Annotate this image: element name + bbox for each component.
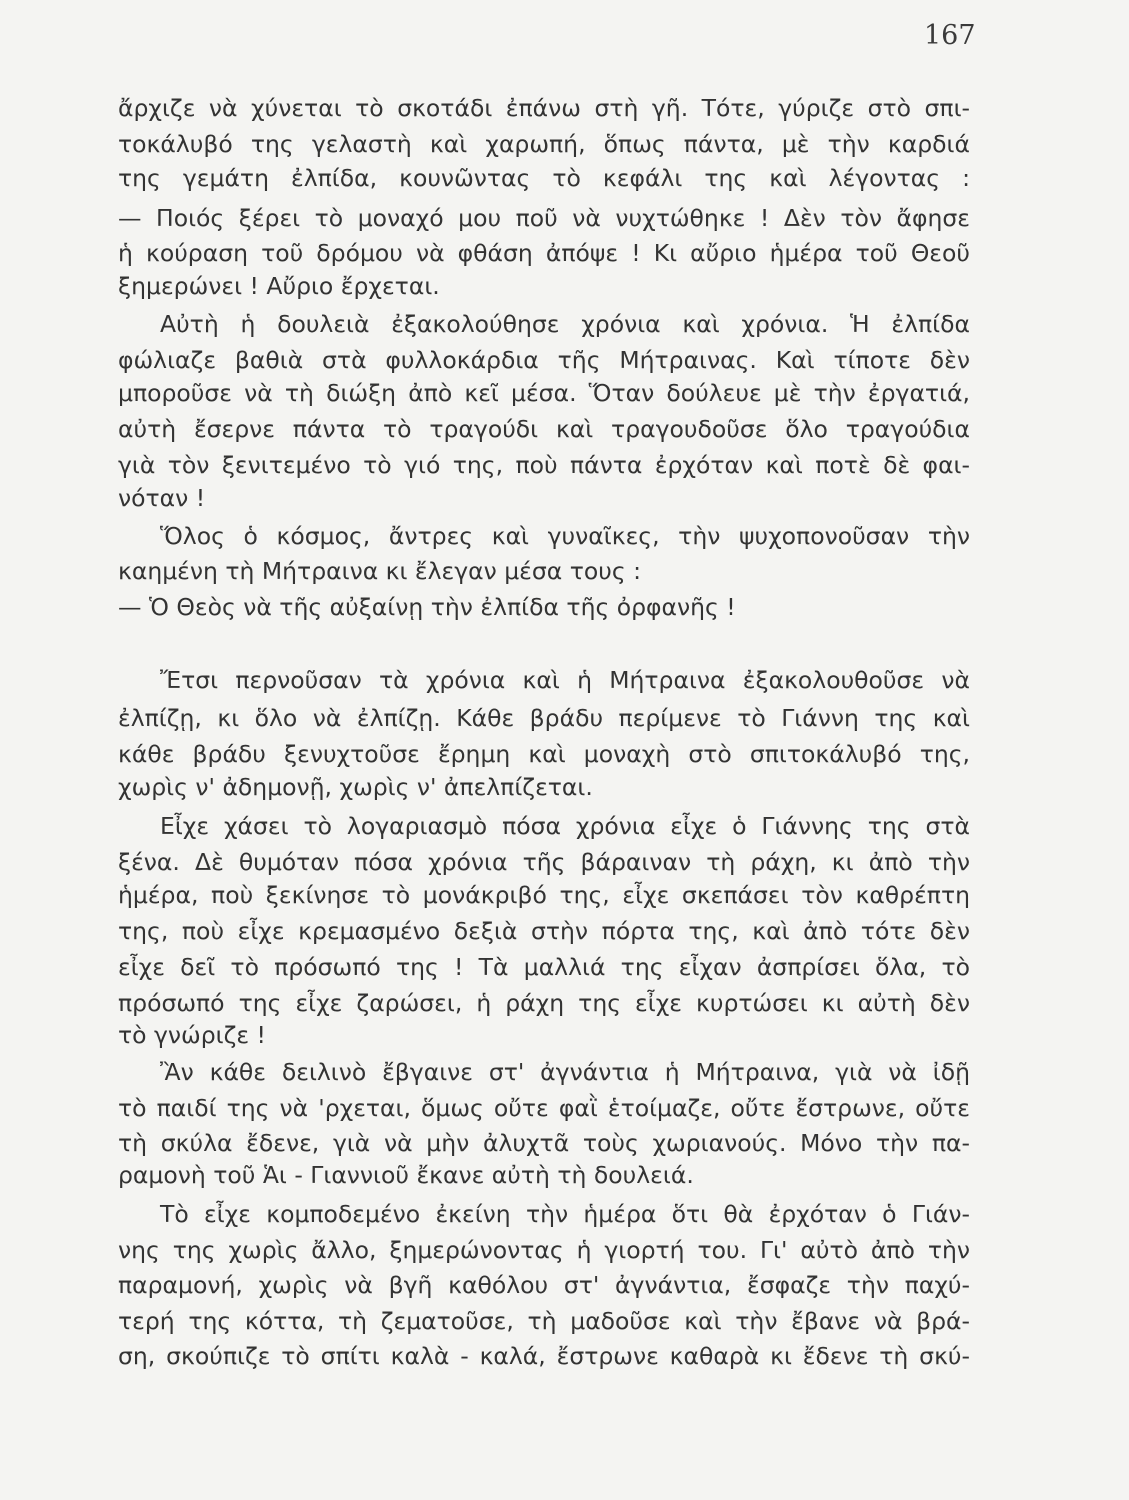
text-line: ἡμέρα, ποὺ ξεκίνησε τὸ μονάκριβό της, εἶχε σκεπάσει τὸν καθρέπτη	[118, 881, 970, 909]
text-line: Ἂν κάθε δειλινὸ ἔβγαινε στ' ἀγνάντια ἡ Μήτραινα, γιὰ νὰ ἰδῇ	[160, 1058, 970, 1086]
text-line: καημένη τὴ Μήτραινα κι ἔλεγαν μέσα τους :	[118, 557, 642, 585]
text-line: — Ποιός ξέρει τὸ μοναχό μου ποῦ νὰ νυχτώθηκε ! Δὲν τὸν ἄφησε	[118, 204, 970, 232]
text-line: ἐλπίζῃ, κι ὅλο νὰ ἐλπίζῃ. Κάθε βράδυ περίμενε τὸ Γιάννη της καὶ	[118, 704, 970, 732]
text-line: γιὰ τὸν ξενιτεμένο τὸ γιό της, ποὺ πάντα ἐρχόταν καὶ ποτὲ δὲ φαι-	[118, 451, 970, 479]
text-line: Ἔτσι περνοῦσαν τὰ χρόνια καὶ ἡ Μήτραινα ἐξακολουθοῦσε νὰ	[160, 666, 970, 694]
text-line: Ὅλος ὁ κόσμος, ἄντρες καὶ γυναῖκες, τὴν ψυχοπονοῦσαν τὴν	[160, 522, 970, 550]
text-line: φώλιαζε βαθιὰ στὰ φυλλοκάρδια τῆς Μήτραινας. Καὶ τίποτε δὲν	[118, 346, 970, 374]
text-line: τὸ γνώριζε !	[118, 1021, 266, 1049]
text-line: ση, σκούπιζε τὸ σπίτι καλὰ - καλά, ἔστρωνε καθαρὰ κι ἔδενε τὴ σκύ-	[118, 1342, 970, 1370]
text-line: — Ὁ Θεὸς νὰ τῆς αὐξαίνῃ τὴν ἐλπίδα τῆς ὀρφανῆς !	[118, 593, 736, 621]
text-line: νης της χωρὶς ἄλλο, ξημερώνοντας ἡ γιορτή του. Γι' αὐτὸ ἀπὸ τὴν	[118, 1236, 970, 1264]
text-line: χωρὶς ν' ἀδημονῇ, χωρὶς ν' ἀπελπίζεται.	[118, 773, 593, 801]
text-line: Τὸ εἶχε κομποδεμένο ἐκείνη τὴν ἡμέρα ὅτι θὰ ἐρχόταν ὁ Γιάν-	[160, 1200, 970, 1228]
text-line: αὐτὴ ἔσερνε πάντα τὸ τραγούδι καὶ τραγουδοῦσε ὅλο τραγούδια	[118, 415, 970, 443]
text-line: παραμονή, χωρὶς νὰ βγῆ καθόλου στ' ἀγνάντια, ἔσφαζε τὴν παχύ-	[118, 1271, 970, 1299]
page-number: 167	[924, 20, 976, 51]
text-line: κάθε βράδυ ξενυχτοῦσε ἔρημη καὶ μοναχὴ στὸ σπιτοκάλυβό της,	[118, 740, 970, 768]
text-line: της, ποὺ εἶχε κρεμασμένο δεξιὰ στὴν πόρτα της, καὶ ἀπὸ τότε δὲν	[118, 917, 970, 945]
text-line: της γεμάτη ἐλπίδα, κουνῶντας τὸ κεφάλι της καὶ λέγοντας :	[118, 164, 970, 192]
text-line: ἡ κούραση τοῦ δρόμου νὰ φθάση ἀπόψε ! Κι αὔριο ἡμέρα τοῦ Θεοῦ	[118, 239, 970, 267]
text-line: τοκάλυβό της γελαστὴ καὶ χαρωπή, ὅπως πάντα, μὲ τὴν καρδιά	[118, 130, 970, 158]
text-line: Εἶχε χάσει τὸ λογαριασμὸ πόσα χρόνια εἶχε ὁ Γιάννης της στὰ	[160, 812, 970, 840]
text-line: πρόσωπό της εἶχε ζαρώσει, ἡ ράχη της εἶχε κυρτώσει κι αὐτὴ δὲν	[118, 989, 970, 1017]
text-line: ξημερώνει ! Αὔριο ἔρχεται.	[118, 272, 440, 300]
text-line: μποροῦσε νὰ τὴ διώξη ἀπὸ κεῖ μέσα. Ὅταν δούλευε μὲ τὴν ἐργατιά,	[118, 379, 970, 407]
text-line: νόταν !	[118, 484, 206, 512]
text-line: ραμονὴ τοῦ Ἁι - Γιαννιοῦ ἔκανε αὐτὴ τὴ δουλειά.	[118, 1161, 694, 1189]
text-line: εἶχε δεῖ τὸ πρόσωπό της ! Τὰ μαλλιά της εἶχαν ἀσπρίσει ὅλα, τὸ	[118, 953, 970, 981]
text-line: Αὐτὴ ἡ δουλειὰ ἐξακολούθησε χρόνια καὶ χρόνια. Ἡ ἐλπίδα	[160, 310, 970, 338]
text-line: ξένα. Δὲ θυμόταν πόσα χρόνια τῆς βάραιναν τὴ ράχη, κι ἀπὸ τὴν	[118, 848, 970, 876]
text-line: ἄρχιζε νὰ χύνεται τὸ σκοτάδι ἐπάνω στὴ γῆ. Τότε, γύριζε στὸ σπι-	[118, 94, 970, 122]
text-line: τερή της κόττα, τὴ ζεματοῦσε, τὴ μαδοῦσε καὶ τὴν ἔβανε νὰ βρά-	[118, 1307, 970, 1335]
text-line: τὴ σκύλα ἔδενε, γιὰ νὰ μὴν ἀλυχτᾶ τοὺς χωριανούς. Μόνο τὴν πα-	[118, 1129, 970, 1157]
text-line: τὸ παιδί της νὰ 'ρχεται, ὅμως οὔτε φαῒ ἑτοίμαζε, οὔτε ἔστρωνε, οὔτε	[118, 1094, 970, 1122]
